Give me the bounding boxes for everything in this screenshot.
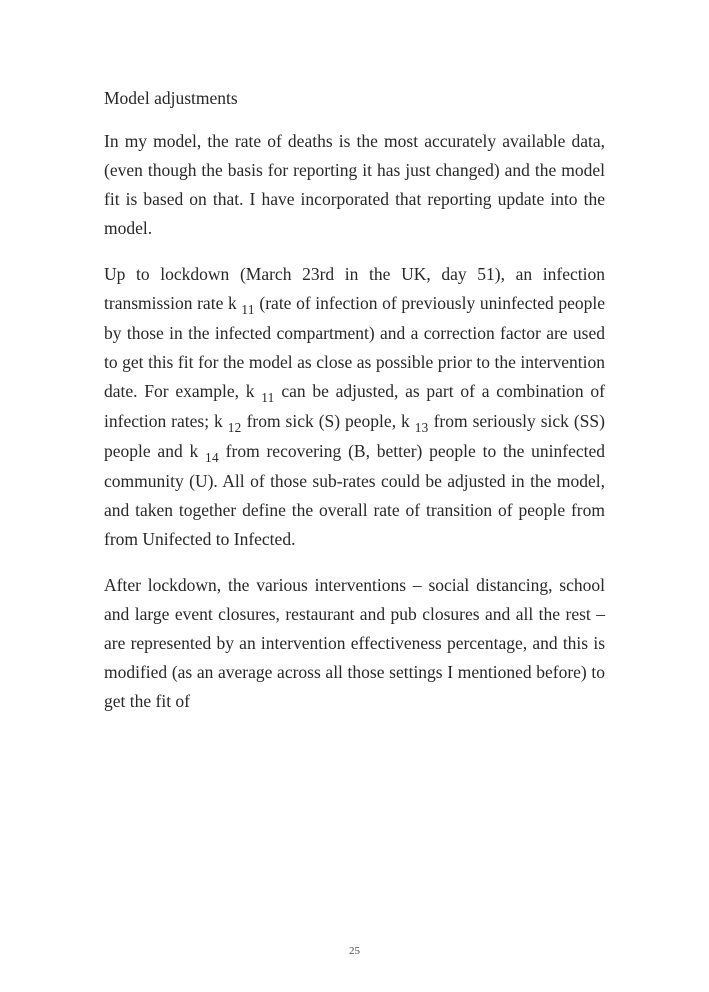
text-run: In my model, the rate of deaths is the most accurately available data, (even though the basis for reporting it has just changed) and the model fit is based on that. I have incorporated that reporting update into the model. [104,131,605,238]
text-run: from recovering (B, better) people to the uninfected community (U). All of those sub-rates could be adjusted in the model, and taken together define the overall rate of transition of people from from Unifected to Infected. [104,441,605,549]
paragraph [104,127,605,243]
text-run: from sick (S) people, k [241,411,415,431]
text-run: After lockdown, the various interventions – social distancing, school and large event closures, restaurant and pub closures and all the rest – are represented by an intervention effectiveness percentage, and this is modified (as an average across all those settings I mentioned before) to get the fit of [104,575,605,711]
paragraph [104,260,605,554]
subscript: 13 [414,419,429,435]
subscript: 11 [241,301,255,317]
subscript: 11 [261,389,275,405]
text-run: can be adjusted, as part of a combination of infection rates; k [104,381,606,431]
subscript: 12 [227,419,242,435]
paragraph [104,571,605,716]
text-run: from seriously sick (SS) people and k [104,411,605,461]
body-paragraphs [104,127,605,716]
section-heading: Model adjustments [104,88,238,108]
text-run: Up to lockdown (March 23rd in the UK, day 51), an infection transmission rate k [104,264,605,313]
subscript: 14 [205,449,219,465]
page-number: 25 [349,945,360,957]
text-run: (rate of infection of previously uninfected people by those in the infected compartment) and a correction factor are used to get this fit for the model as close as possible prior to the intervention date. For example, k [104,293,605,401]
